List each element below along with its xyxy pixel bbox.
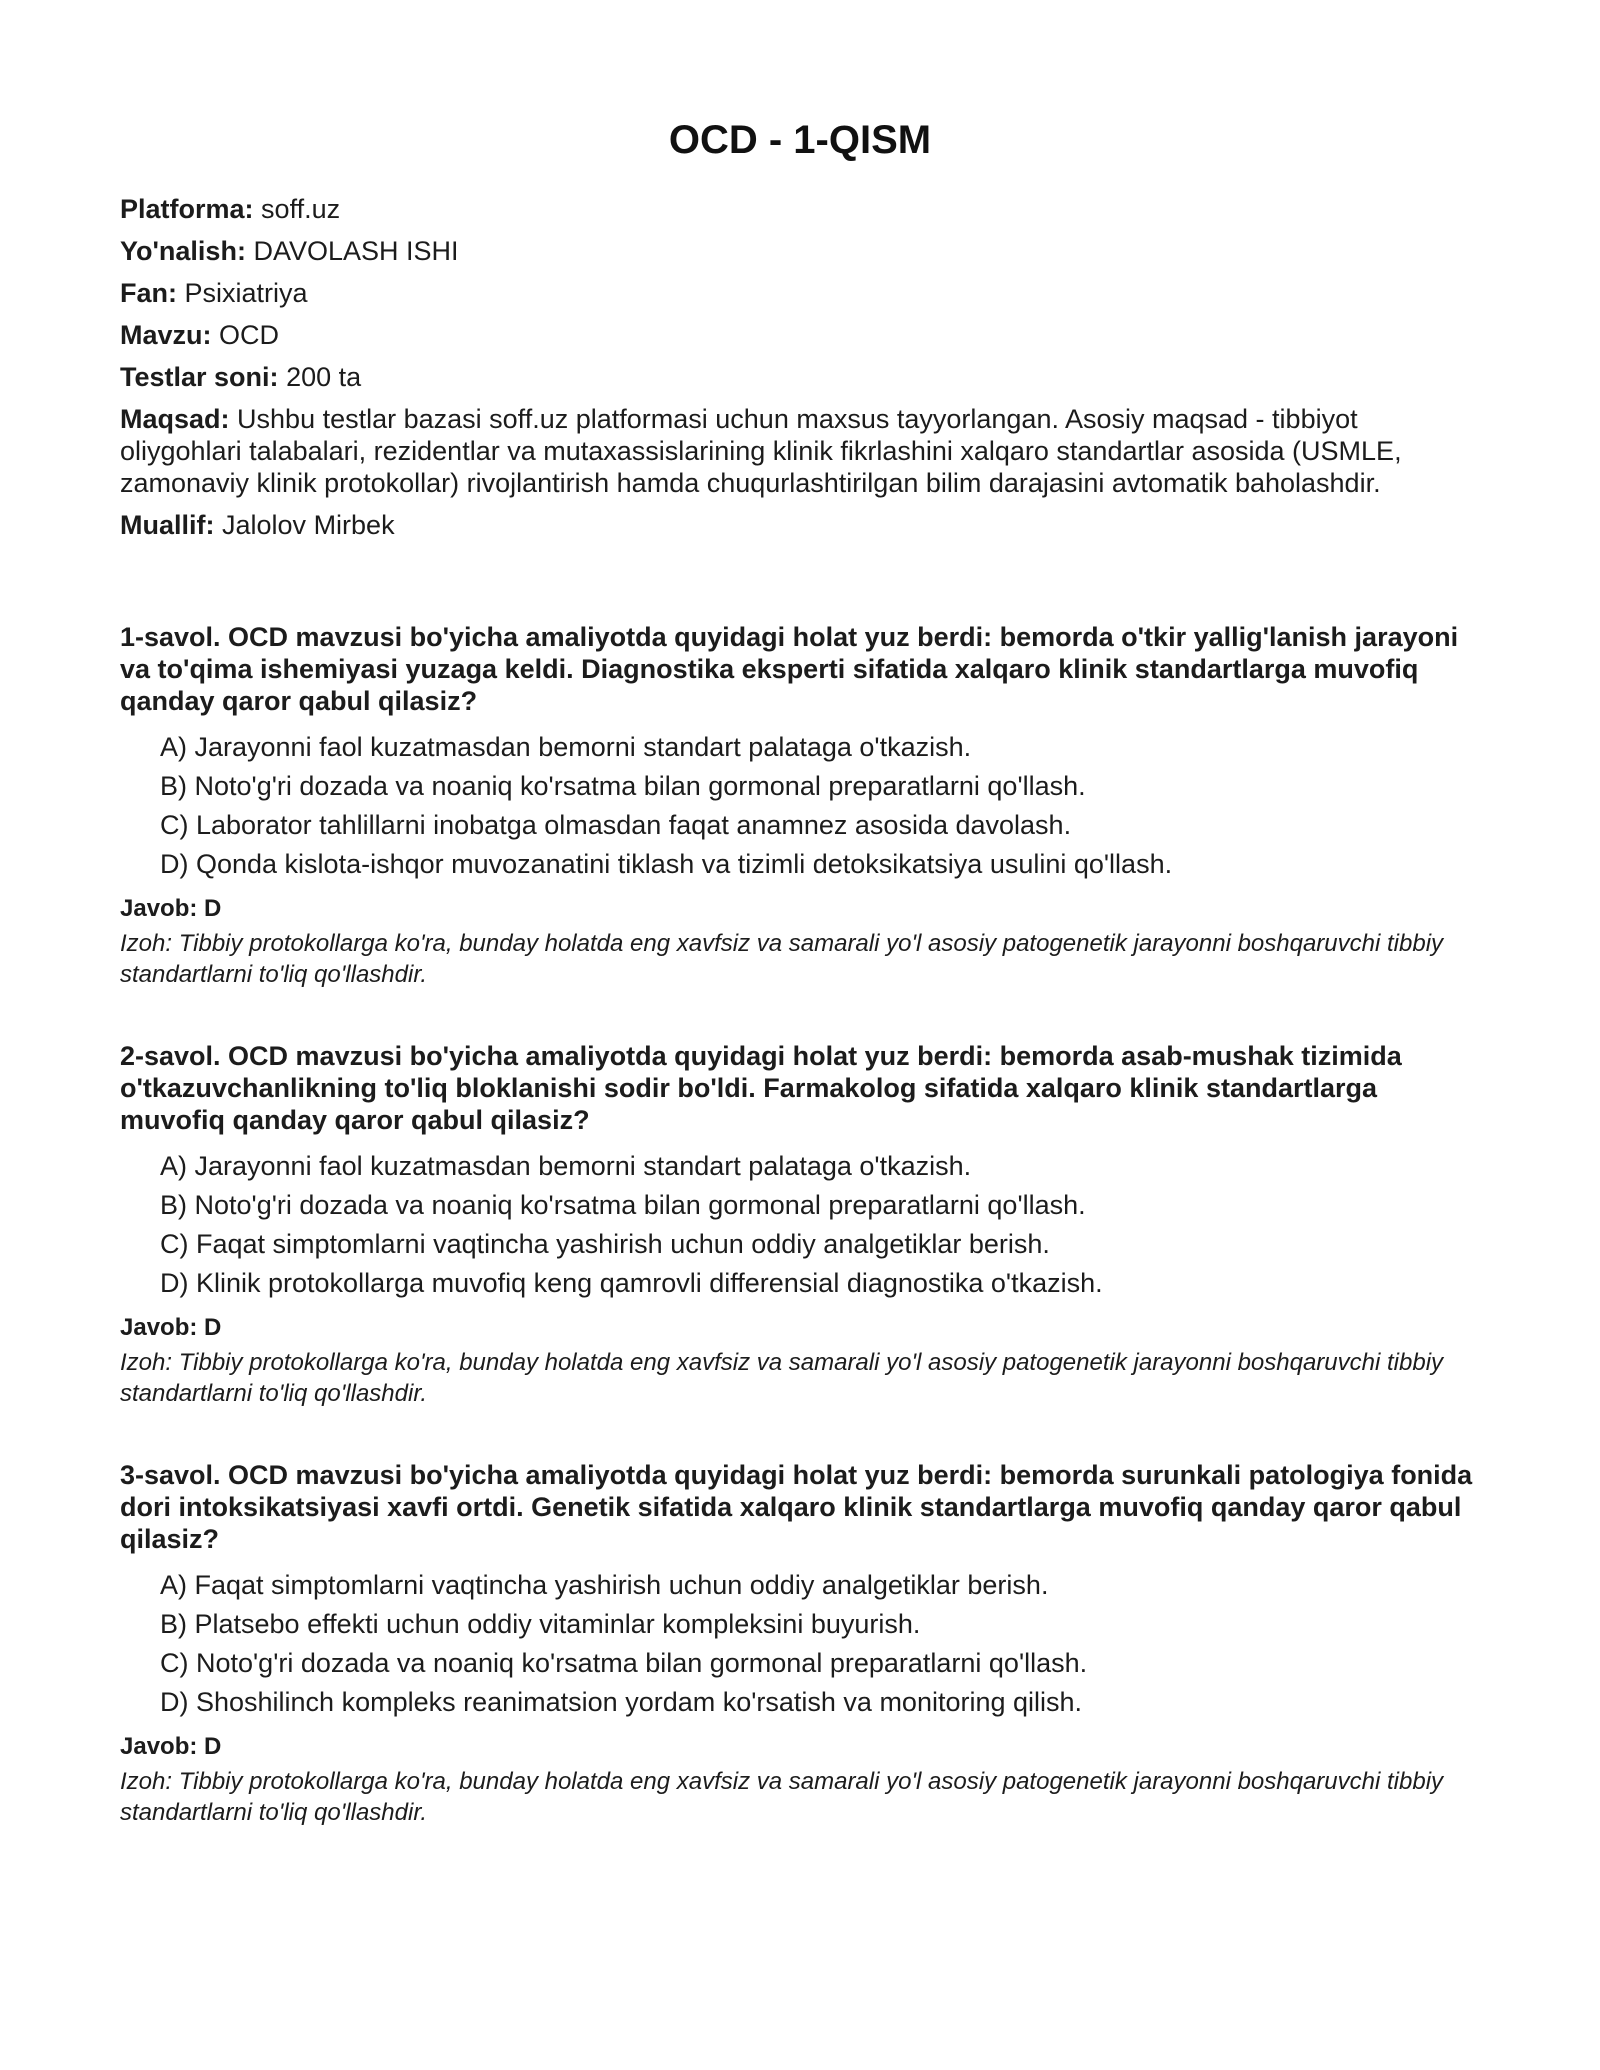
meta-value: OCD <box>219 320 280 350</box>
option-b: B) Noto'g'ri dozada va noaniq ko'rsatma bilan gormonal preparatlarni qo'llash. <box>160 1190 1086 1220</box>
question-text: 2-savol. OCD mavzusi bo'yicha amaliyotda quyidagi holat yuz berdi: bemorda asab-mushak tizimida o'tkazuvchanlikning to'liq bloklanishi sodir bo'ldi. Farmakolog sifatida xalqaro klinik standartlarga muvofiq qanday qaror qabul qilasiz? <box>120 1041 1402 1135</box>
meta-topic <box>120 319 1480 351</box>
correct-answer: Javob: D <box>120 1314 222 1341</box>
question-text: 1-savol. OCD mavzusi bo'yicha amaliyotda quyidagi holat yuz berdi: bemorda o'tkir yallig'lanish jarayoni va to'qima ishemiyasi yuzaga keldi. Diagnostika eksperti sifatida xalqaro klinik standartlarga muvofiq qanday qaror qabul qilasiz? <box>120 622 1459 716</box>
meta-subject <box>120 277 1480 309</box>
meta-test-count <box>120 361 1480 393</box>
meta-value: soff.uz <box>261 194 341 224</box>
page-title: OCD - 1-QISM <box>668 118 932 162</box>
meta-value: Jalolov Mirbek <box>222 510 395 540</box>
option-a: A) Jarayonni faol kuzatmasdan bemorni standart palataga o'tkazish. <box>160 732 972 762</box>
answer-options <box>120 731 1480 880</box>
meta-platform <box>120 193 1480 225</box>
meta-label: Muallif: <box>120 510 215 540</box>
option-d: D) Shoshilinch kompleks reanimatsion yordam ko'rsatish va monitoring qilish. <box>160 1687 1083 1717</box>
meta-value: Ushbu testlar bazasi soff.uz platformasi uchun maxsus tayyorlangan. Asosiy maqsad - tibbiyot oliygohlari talabalari, rezidentlar va mutaxassislarining klinik fikrlashini xalqaro standartlar asosida (USMLE, zamonaviy klinik protokollar) rivojlantirish hamda chuqurlashtirilgan bilim darajasini avtomatik baholashdir. <box>120 404 1402 498</box>
meta-value: 200 ta <box>286 362 362 392</box>
meta-label: Fan: <box>120 278 177 308</box>
explanation-note: Izoh: Tibbiy protokollarga ko'ra, bunday holatda eng xavfsiz va samarali yo'l asosiy patogenetik jarayonni boshqaruvchi tibbiy standartlarni to'liq qo'llashdir. <box>120 930 1444 988</box>
explanation-note: Izoh: Tibbiy protokollarga ko'ra, bunday holatda eng xavfsiz va samarali yo'l asosiy patogenetik jarayonni boshqaruvchi tibbiy standartlarni to'liq qo'llashdir. <box>120 1768 1444 1826</box>
meta-label: Maqsad: <box>120 404 230 434</box>
metadata-block <box>120 193 1480 541</box>
correct-answer: Javob: D <box>120 1733 222 1760</box>
meta-value: Psixiatriya <box>184 278 308 308</box>
meta-label: Platforma: <box>120 194 254 224</box>
meta-purpose <box>120 403 1480 499</box>
option-d: D) Klinik protokollarga muvofiq keng qamrovli differensial diagnostika o'tkazish. <box>160 1268 1103 1298</box>
meta-label: Mavzu: <box>120 320 212 350</box>
meta-author <box>120 509 1480 541</box>
option-c: C) Laborator tahlillarni inobatga olmasdan faqat anamnez asosida davolash. <box>160 810 1072 840</box>
question-3 <box>120 1459 1480 1828</box>
option-b: B) Noto'g'ri dozada va noaniq ko'rsatma bilan gormonal preparatlarni qo'llash. <box>160 771 1086 801</box>
question-1 <box>120 621 1480 990</box>
answer-options <box>120 1569 1480 1718</box>
meta-label: Testlar soni: <box>120 362 279 392</box>
option-a: A) Jarayonni faol kuzatmasdan bemorni standart palataga o'tkazish. <box>160 1151 972 1181</box>
question-2 <box>120 1040 1480 1409</box>
option-a: A) Faqat simptomlarni vaqtincha yashirish uchun oddiy analgetiklar berish. <box>160 1570 1049 1600</box>
option-c: C) Noto'g'ri dozada va noaniq ko'rsatma bilan gormonal preparatlarni qo'llash. <box>160 1648 1088 1678</box>
correct-answer: Javob: D <box>120 895 222 922</box>
option-c: C) Faqat simptomlarni vaqtincha yashirish uchun oddiy analgetiklar berish. <box>160 1229 1050 1259</box>
answer-options <box>120 1150 1480 1299</box>
meta-label: Yo'nalish: <box>120 236 246 266</box>
meta-value: DAVOLASH ISHI <box>253 236 459 266</box>
question-text: 3-savol. OCD mavzusi bo'yicha amaliyotda quyidagi holat yuz berdi: bemorda surunkali patologiya fonida dori intoksikatsiyasi xavfi ortdi. Genetik sifatida xalqaro klinik standartlarga muvofiq qanday qaror qabul qilasiz? <box>120 1460 1473 1554</box>
option-d: D) Qonda kislota-ishqor muvozanatini tiklash va tizimli detoksikatsiya usulini qo'llash. <box>160 849 1173 879</box>
explanation-note: Izoh: Tibbiy protokollarga ko'ra, bunday holatda eng xavfsiz va samarali yo'l asosiy patogenetik jarayonni boshqaruvchi tibbiy standartlarni to'liq qo'llashdir. <box>120 1349 1444 1407</box>
meta-direction <box>120 235 1480 267</box>
option-b: B) Platsebo effekti uchun oddiy vitaminlar kompleksini buyurish. <box>160 1609 921 1639</box>
